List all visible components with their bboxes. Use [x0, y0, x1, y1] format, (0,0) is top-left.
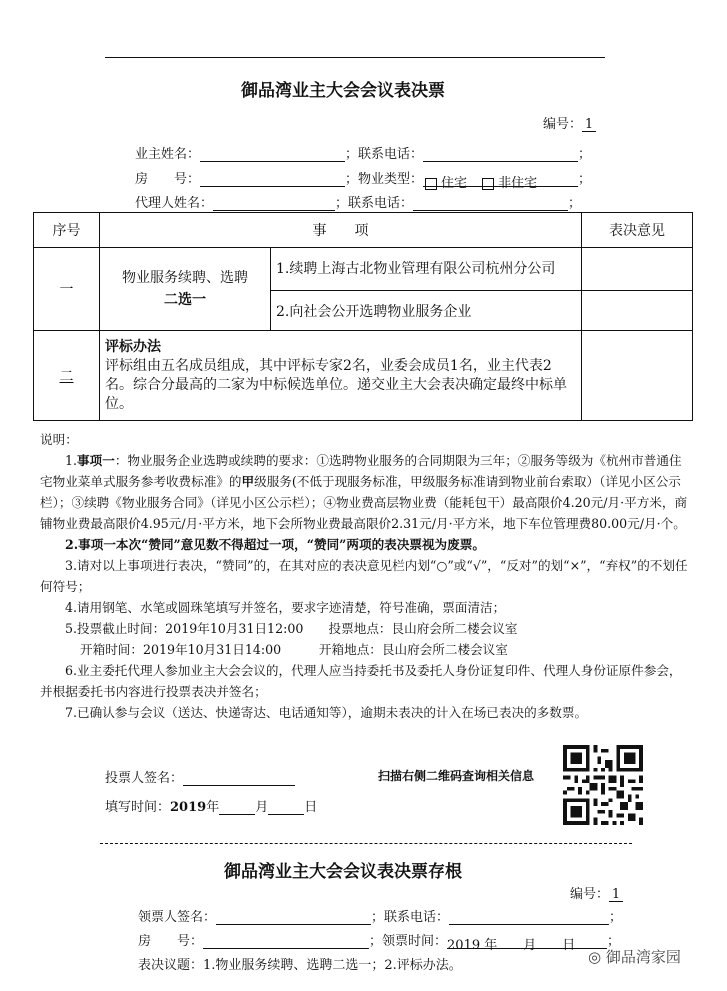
cut-line: [100, 843, 632, 844]
note-5a: 5.投票截止时间：2019年10月31日12:00 投票地点：艮山府会所二楼会议室: [65, 621, 518, 636]
stub-time-field[interactable]: 2019 年 月 日: [447, 934, 607, 949]
stub-title: 御品湾业主大会会议表决票存根: [224, 862, 462, 882]
row2-item: [100, 331, 582, 421]
notes-section: [40, 429, 692, 723]
note-2: 2.事项一本次“赞同”意见数不得超过一项，“赞同”两项的表决票视为废票。: [65, 537, 485, 552]
notes-label: 说明：: [40, 432, 78, 447]
type-field[interactable]: 住宅 非住宅: [423, 172, 578, 187]
agent-name-field[interactable]: [213, 196, 335, 211]
header-no: 序号: [34, 213, 100, 248]
note-6: 6.业主委托代理人参加业主大会会议的，代理人应当持委托书及委托人身份证复印件、代理人身份证原件参会，并根据委托书内容进行投票表决并签名；: [40, 663, 682, 699]
row1-item-line2: 二选一: [164, 292, 206, 308]
stub-receiver-row: 领票人签名： ；联系电话： ；: [138, 910, 623, 925]
owner-name-row: 业主姓名： ；联系电话： ；: [135, 147, 592, 162]
fill-day-field[interactable]: [268, 800, 304, 815]
room-row: 房 号： ；物业类型： 住宅 非住宅 ；: [135, 172, 592, 191]
agent-phone-label: ；联系电话：: [335, 196, 414, 211]
note-3: 3.请对以上事项进行表决，“赞同”的，在其对应的表决意见栏内划“○”或“√”，“反对”的划“×”，“弃权”的不划任何符号；: [40, 558, 688, 594]
stub-receiver-label: 领票人签名：: [138, 910, 217, 925]
note-1: 1.事项一：物业服务企业选聘或续聘的要求：①选聘物业服务的合同期限为三年；②服务等级为《杭州市普通住宅物业菜单式服务参考收费标准》的甲级服务(不低于现服务标准，甲级服务标准请到物业前台索取）（详见小区公示栏）；③续聘《物业服务合同》（详见小区公示栏）；④物业费高层物业费（能耗包干）最高限价4.20元/月·平方米，商铺物业费最高限价4.95元/月·平方米，地下会所物业费最高限价2.31元/月·平方米，地下车位管理费80.00元/月·个。: [40, 453, 688, 531]
stub-serial-value[interactable]: 1: [609, 887, 623, 902]
scan-hint: 扫描右侧二维码查询相关信息: [378, 769, 535, 783]
fill-year: 2019: [170, 800, 207, 815]
voter-label: 投票人签名：: [105, 771, 184, 786]
voter-signature-row: [105, 767, 295, 786]
phone-field[interactable]: [423, 147, 578, 162]
type-label: ；物业类型：: [345, 172, 424, 187]
stub-room-label: 房 号：: [138, 934, 204, 949]
residential-checkbox[interactable]: [425, 178, 437, 190]
voter-signature-field[interactable]: [183, 771, 295, 786]
row1-option1: 1.续聘上海古北物业管理有限公司杭州分公司: [271, 248, 582, 291]
vote-table: [33, 212, 693, 421]
agent-phone-field[interactable]: [413, 196, 568, 211]
non-residential-checkbox[interactable]: [482, 178, 494, 190]
owner-name-label: 业主姓名：: [135, 147, 201, 162]
fill-time-row: 填写时间：2019年 月 日: [105, 800, 318, 815]
fill-month-field[interactable]: [219, 800, 255, 815]
room-label: 房 号：: [135, 172, 201, 187]
row1-item-line1: 物业服务续聘、选聘: [122, 270, 248, 286]
row1-option1-vote[interactable]: [582, 248, 693, 291]
top-rule: [105, 57, 605, 58]
watermark: ◎ 御品湾家园: [588, 948, 681, 966]
row2-body: 评标组由五名成员组成，其中评标专家2名，业委会成员1名，业主代表2名。综合分最高的二家为中标候选单位。递交业主大会表决确定最终中标单位。: [105, 357, 567, 412]
wechat-icon: ◎: [588, 948, 602, 966]
room-field[interactable]: [200, 172, 345, 187]
serial-number: [543, 113, 596, 132]
stub-serial: 编号： 1: [570, 883, 623, 902]
stub-phone-label: ；联系电话：: [371, 910, 450, 925]
row2-vote[interactable]: [582, 331, 693, 421]
agent-row: 代理人姓名： ；联系电话： ；: [135, 196, 582, 211]
row1-option2-vote[interactable]: [582, 291, 693, 331]
row2-no: 二: [34, 331, 100, 421]
qr-code-icon[interactable]: [563, 745, 643, 825]
note-4: 4.请用钢笔、水笔或圆珠笔填写并签名，要求字迹清楚，符号准确，票面清洁；: [65, 600, 506, 615]
note-5b: 开箱时间：2019年10月31日14:00 开箱地点：艮山府会所二楼会议室: [80, 642, 508, 657]
stub-receiver-field[interactable]: [216, 910, 371, 925]
stub-room-field[interactable]: [203, 934, 369, 949]
phone-label: ；联系电话：: [345, 147, 424, 162]
stub-room-row: 房 号： ；领票时间：2019 年 月 日 ；: [138, 934, 621, 953]
row2-heading: 评标办法: [105, 338, 161, 355]
serial-label: 编号：: [543, 117, 583, 132]
stub-phone-field[interactable]: [449, 910, 609, 925]
row1-option2: 2.向社会公开选聘物业服务企业: [271, 291, 582, 331]
form-title: 御品湾业主大会会议表决票: [241, 81, 445, 101]
agent-name-label: 代理人姓名：: [135, 196, 214, 211]
stub-time-label: ；领票时间：: [369, 934, 448, 949]
stub-topics: 表决议题：1.物业服务续聘、选聘二选一；2.评标办法。: [138, 958, 462, 973]
note-7: 7.已确认参与会议（送达、快递寄达、电话通知等），逾期未表决的计入在场已表决的多数票。: [65, 705, 588, 720]
serial-value[interactable]: 1: [582, 117, 596, 132]
owner-name-field[interactable]: [200, 147, 345, 162]
header-item: 事 项: [100, 213, 582, 248]
row1-item: [100, 248, 271, 331]
header-opinion: 表决意见: [582, 213, 693, 248]
row1-no: 一: [34, 248, 100, 331]
fill-time-label: 填写时间：: [105, 800, 171, 815]
